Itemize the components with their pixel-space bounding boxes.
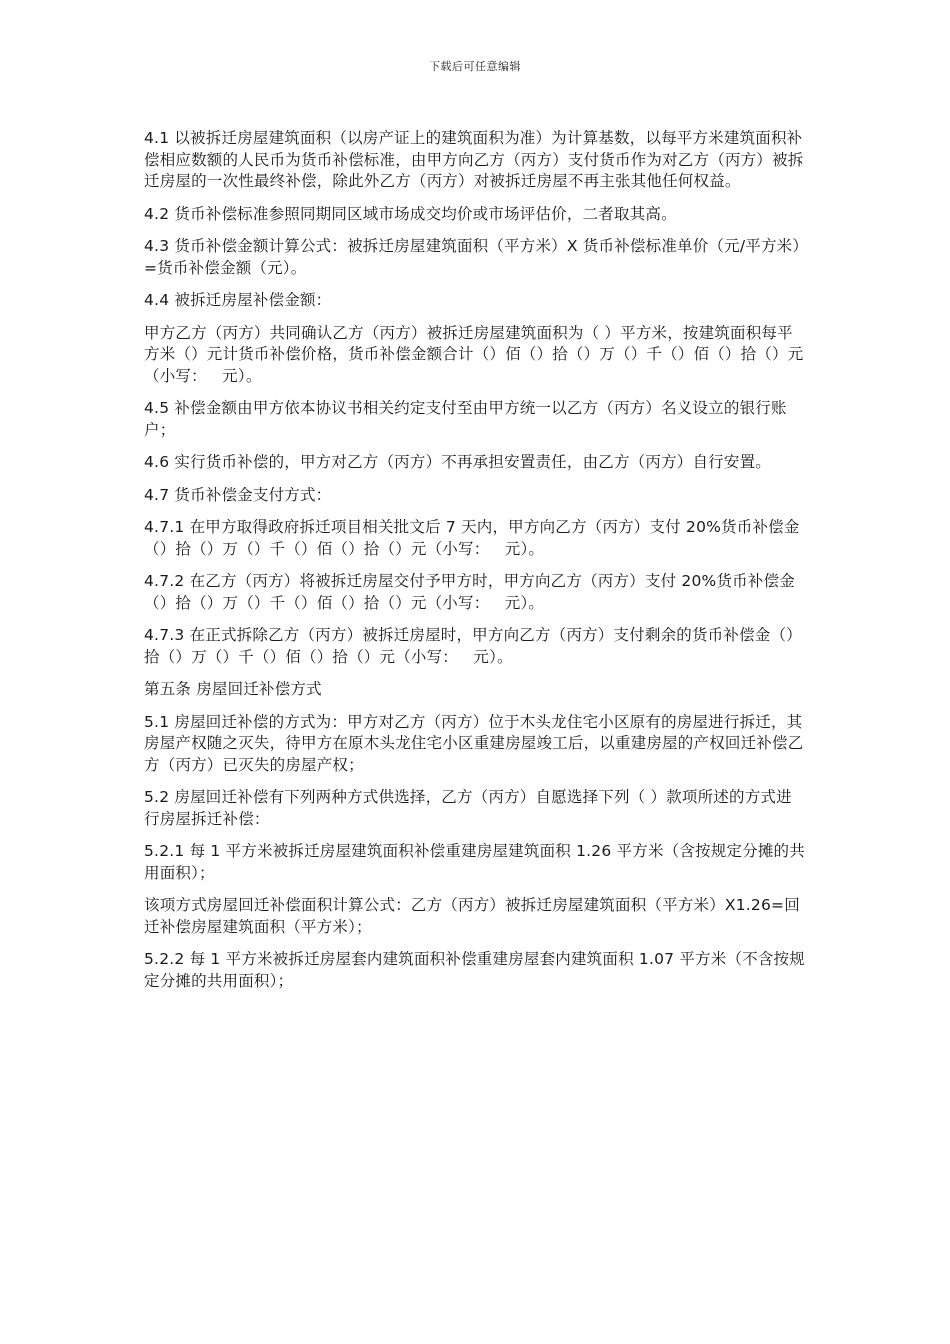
clause-4-4: 4.4 被拆迁房屋补偿金额：: [144, 291, 332, 309]
clause-4-1: 4.1 以被拆迁房屋建筑面积（以房产证上的建筑面积为准）为计算基数，以每平方米建筑面积补偿相应数额的人民币为货币补偿标准，由甲方向乙方（丙方）支付货币作为对乙方（丙方）被拆迁房屋的一次性最终补偿，除此外乙方（丙方）对被拆迁房屋不再主张其他任何权益。: [144, 129, 804, 190]
clause-5-2-1: 5.2.1 每 1 平方米被拆迁房屋建筑面积补偿重建房屋建筑面积 1.26 平方米（含按规定分摊的共用面积）；: [144, 842, 805, 882]
clause-4-4-detail: 甲方乙方（丙方）共同确认乙方（丙方）被拆迁房屋建筑面积为（ ）平方米，按建筑面积每平方米（）元计货币补偿价格，货币补偿金额合计（）佰（）拾（）万（）千（）佰（）拾（）元（小写： 元）。: [144, 323, 804, 385]
header-note: 下载后可任意编辑: [429, 60, 521, 73]
clause-5-2-1-formula: 该项方式房屋回迁补偿面积计算公式：乙方（丙方）被拆迁房屋建筑面积（平方米）X1.26=回迁补偿房屋建筑面积（平方米）；: [144, 896, 800, 936]
document-body: [144, 128, 806, 1003]
clause-4-6: 4.6 实行货币补偿的，甲方对乙方（丙方）不再承担安置责任，由乙方（丙方）自行安置。: [144, 453, 771, 471]
clause-4-3: 4.3 货币补偿金额计算公式：被拆迁房屋建筑面积（平方米）X 货币补偿标准单价（元/平方米）=货币补偿金额（元）。: [144, 237, 801, 277]
article-5-heading: 第五条 房屋回迁补偿方式: [144, 680, 322, 698]
clause-5-2: 5.2 房屋回迁补偿有下列两种方式供选择，乙方（丙方）自愿选择下列（ ）款项所述的方式进行房屋拆迁补偿：: [144, 788, 792, 828]
clause-5-2-2: 5.2.2 每 1 平方米被拆迁房屋套内建筑面积补偿重建房屋套内建筑面积 1.07 平方米（不含按规定分摊的共用面积）；: [144, 950, 805, 990]
clause-4-7-1: 4.7.1 在甲方取得政府拆迁项目相关批文后 7 天内，甲方向乙方（丙方）支付 20%货币补偿金（）拾（）万（）千（）佰（）拾（）元（小写： 元）。: [144, 518, 800, 558]
clause-4-5: 4.5 补偿金额由甲方依本协议书相关约定支付至由甲方统一以乙方（丙方）名义设立的银行账户；: [144, 399, 787, 439]
clause-4-7-2: 4.7.2 在乙方（丙方）将被拆迁房屋交付予甲方时，甲方向乙方（丙方）支付 20%货币补偿金（）拾（）万（）千（）佰（）拾（）元（小写： 元）。: [144, 572, 795, 612]
clause-4-7: 4.7 货币补偿金支付方式：: [144, 485, 332, 504]
clause-5-1: 5.1 房屋回迁补偿的方式为：甲方对乙方（丙方）位于木头龙住宅小区原有的房屋进行拆迁，其房屋产权随之灭失，待甲方在原木头龙住宅小区重建房屋竣工后，以重建房屋的产权回迁补偿乙方（丙方）已灭失的房屋产权；: [144, 712, 804, 774]
clause-4-7-3: 4.7.3 在正式拆除乙方（丙方）被拆迁房屋时，甲方向乙方（丙方）支付剩余的货币补偿金（）拾（）万（）千（）佰（）拾（）元（小写： 元）。: [144, 626, 802, 666]
clause-4-2: 4.2 货币补偿标准参照同期同区域市场成交均价或市场评估价，二者取其高。: [144, 204, 677, 223]
